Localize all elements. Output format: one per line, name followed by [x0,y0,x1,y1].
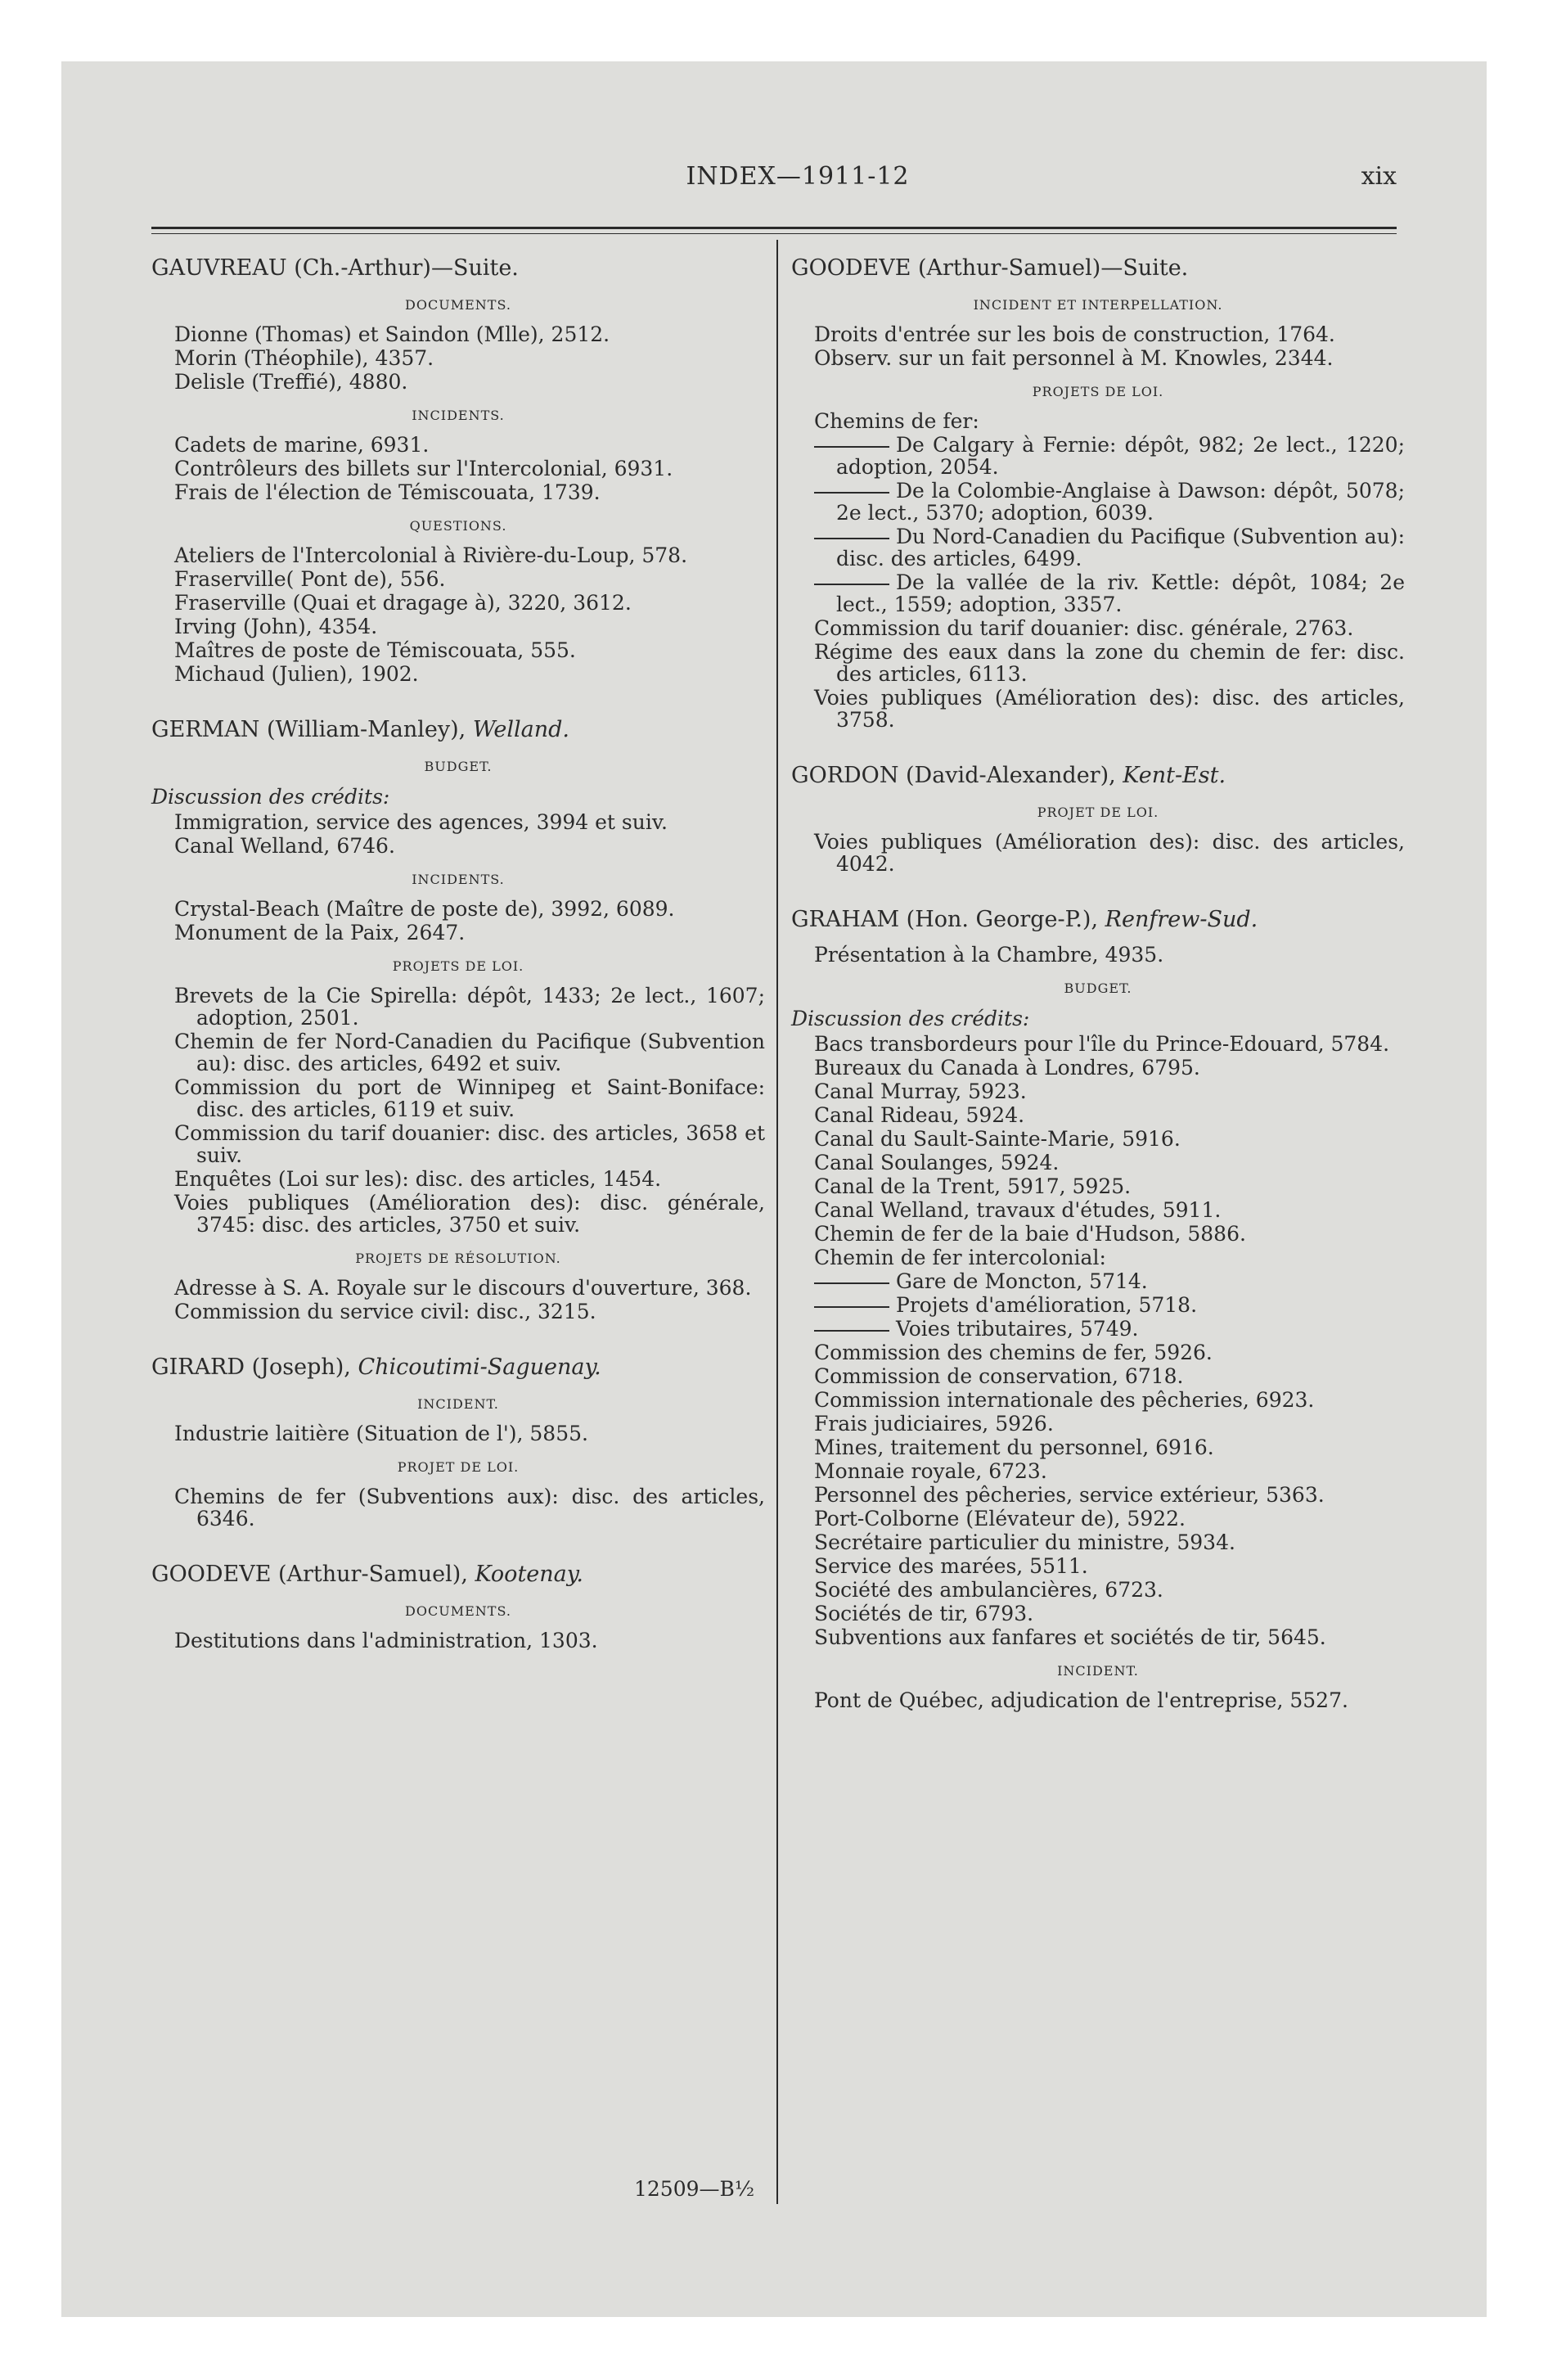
member-name: GAUVREAU (Ch.-Arthur)—Suite. [151,255,519,281]
index-entry: Delisle (Treffié), 4880. [174,370,408,394]
section-heading: QUESTIONS. [409,518,507,534]
index-entry: Commission internationale des pêcheries, 6923. [814,1388,1315,1412]
discussion-label: Discussion des crédits: [791,1007,1030,1030]
index-entry: Brevets de la Cie Spirella: dépôt, 1433; 2e lect., 1607; adoption, 2501. [174,984,765,1030]
index-entry: Chemins de fer (Subventions aux): disc. des articles, 6346. [174,1485,765,1530]
riding-name: Kent-Est. [1123,763,1226,788]
member-name: GIRARD (Joseph), Chicoutimi-Saguenay. [151,1355,601,1380]
index-entry: Observ. sur un fait personnel à M. Knowles, 2344. [814,346,1334,370]
dash-rule [814,538,889,539]
printer-signature: 12509—B½ [634,2177,755,2201]
index-entry: Enquêtes (Loi sur les): disc. des articles, 1454. [174,1167,662,1191]
index-entry: Commission du tarif douanier: disc. des articles, 3658 et suiv. [174,1121,765,1167]
riding-name: Chicoutimi-Saguenay. [358,1355,601,1380]
index-entry: Destitutions dans l'administration, 1303. [174,1629,598,1652]
index-entry: Cadets de marine, 6931. [174,433,430,457]
index-entry: Chemin de fer de la baie d'Hudson, 5886. [814,1222,1246,1246]
index-entry: Immigration, service des agences, 3994 et suiv. [174,810,668,834]
dash-rule [814,1282,889,1284]
index-entry: Bureaux du Canada à Londres, 6795. [814,1056,1200,1080]
member-name: GOODEVE (Arthur-Samuel), Kootenay. [151,1562,584,1587]
member-name: GORDON (David-Alexander), Kent-Est. [791,763,1226,788]
dash-rule [814,492,889,494]
index-entry: Monnaie royale, 6723. [814,1459,1047,1483]
page-number: xix [1361,162,1397,191]
index-entry: Bacs transbordeurs pour l'île du Prince-Edouard, 5784. [814,1032,1390,1056]
section-heading: PROJET DE LOI. [397,1459,520,1475]
index-entry: Frais de l'élection de Témiscouata, 1739. [174,480,601,504]
index-entry: Irving (John), 4354. [174,615,378,638]
section-heading: PROJETS DE LOI. [1032,384,1164,399]
index-entry: Canal Welland, 6746. [174,834,395,858]
header-rule-thin [151,233,1397,234]
index-entry: Ateliers de l'Intercolonial à Rivière-du-Loup, 578. [174,543,688,567]
index-entry: Maîtres de poste de Témiscouata, 555. [174,638,576,662]
index-subentry: Voies tributaires, 5749. [791,1318,1405,1340]
section-heading: PROJETS DE LOI. [392,958,524,974]
dash-rule [814,446,889,448]
index-entry: Monument de la Paix, 2647. [174,921,466,944]
dash-rule [814,1306,889,1308]
section-heading: INCIDENTS. [412,872,505,887]
index-entry: Personnel des pêcheries, service extérieur, 5363. [814,1483,1325,1507]
index-entry: Chemins de fer: [814,409,979,433]
index-entry: Fraserville (Quai et dragage à), 3220, 3612. [174,591,632,615]
index-entry: Chemin de fer intercolonial: [814,1246,1106,1269]
index-entry: Canal du Sault-Sainte-Marie, 5916. [814,1127,1181,1151]
index-entry: Secrétaire particulier du ministre, 5934. [814,1530,1235,1554]
index-entry: Pont de Québec, adjudication de l'entreprise, 5527. [814,1688,1348,1712]
index-subentry: De Calgary à Fernie: dépôt, 982; 2e lect., 1220; adoption, 2054. [791,434,1405,478]
index-entry: Commission du port de Winnipeg et Saint-Boniface: disc. des articles, 6119 et suiv. [174,1075,765,1121]
index-subentry: De la Colombie-Anglaise à Dawson: dépôt, 5078; 2e lect., 5370; adoption, 6039. [791,480,1405,524]
index-entry: Sociétés de tir, 6793. [814,1602,1034,1625]
index-entry: Droits d'entrée sur les bois de construction, 1764. [814,322,1335,346]
index-entry: Voies publiques (Amélioration des): disc. générale, 3745: disc. des articles, 3750 et suiv. [174,1191,765,1237]
section-heading: PROJETS DE RÉSOLUTION. [355,1251,561,1266]
page-title: INDEX—1911-12 [686,162,910,191]
member-name: GRAHAM (Hon. George-P.), Renfrew-Sud. [791,907,1258,932]
index-entry: Présentation à la Chambre, 4935. [814,943,1164,967]
index-entry: Morin (Théophile), 4357. [174,346,434,370]
index-entry: Fraserville( Pont de), 556. [174,567,446,591]
section-heading: DOCUMENTS. [405,1603,511,1619]
section-heading: INCIDENT. [1057,1663,1139,1679]
index-entry: Canal Rideau, 5924. [814,1103,1025,1127]
index-subentry: Du Nord-Canadien du Pacifique (Subvention au): disc. des articles, 6499. [791,525,1405,570]
index-entry: Canal Soulanges, 5924. [814,1151,1060,1174]
discussion-label: Discussion des crédits: [151,785,390,809]
index-entry: Société des ambulancières, 6723. [814,1578,1163,1602]
index-entry: Crystal-Beach (Maître de poste de), 3992, 6089. [174,897,675,921]
section-heading: PROJET DE LOI. [1037,805,1159,820]
member-name: GERMAN (William-Manley), Welland. [151,717,569,742]
riding-name: Welland. [472,717,569,742]
index-entry: Industrie laitière (Situation de l'), 5855. [174,1422,588,1445]
section-heading: BUDGET. [1064,980,1132,996]
index-entry: Service des marées, 5511. [814,1554,1088,1578]
dash-rule [814,1330,889,1332]
index-entry: Canal de la Trent, 5917, 5925. [814,1174,1132,1198]
index-subentry: Projets d'amélioration, 5718. [791,1294,1405,1316]
column-divider [776,240,778,2204]
index-entry: Régime des eaux dans la zone du chemin de fer: disc. des articles, 6113. [814,640,1405,686]
index-entry: Port-Colborne (Elévateur de), 5922. [814,1507,1186,1530]
index-entry: Dionne (Thomas) et Saindon (Mlle), 2512. [174,322,610,346]
index-entry: Commission de conservation, 6718. [814,1364,1184,1388]
index-subentry: Gare de Moncton, 5714. [791,1270,1405,1292]
section-heading: INCIDENTS. [412,408,505,423]
index-entry: Mines, traitement du personnel, 6916. [814,1436,1214,1459]
header-rule [151,227,1397,229]
index-subentry: De la vallée de la riv. Kettle: dépôt, 1084; 2e lect., 1559; adoption, 3357. [791,571,1405,615]
index-entry: Contrôleurs des billets sur l'Intercolonial, 6931. [174,457,673,480]
index-entry: Commission du service civil: disc., 3215. [174,1300,596,1323]
index-entry: Subventions aux fanfares et sociétés de tir, 5645. [814,1625,1326,1649]
section-heading: DOCUMENTS. [405,297,511,313]
section-heading: INCIDENT. [417,1396,499,1412]
member-name: GOODEVE (Arthur-Samuel)—Suite. [791,255,1189,281]
index-entry: Commission du tarif douanier: disc. générale, 2763. [814,616,1354,640]
scanned-page [61,61,1487,2317]
index-entry: Michaud (Julien), 1902. [174,662,419,686]
left-column [151,255,765,1653]
index-entry: Canal Welland, travaux d'études, 5911. [814,1198,1222,1222]
section-heading: INCIDENT ET INTERPELLATION. [973,297,1223,313]
riding-name: Renfrew-Sud. [1105,907,1258,932]
riding-name: Kootenay. [475,1562,584,1587]
index-entry: Commission des chemins de fer, 5926. [814,1341,1213,1364]
index-entry: Canal Murray, 5923. [814,1080,1027,1103]
index-entry: Chemin de fer Nord-Canadien du Pacifique (Subvention au): disc. des articles, 6492 et suiv. [174,1030,765,1075]
index-entry: Frais judiciaires, 5926. [814,1412,1054,1436]
index-entry: Voies publiques (Amélioration des): disc. des articles, 4042. [814,830,1405,876]
index-entry: Voies publiques (Amélioration des): disc. des articles, 3758. [814,686,1405,732]
right-column [791,255,1405,1713]
index-entry: Adresse à S. A. Royale sur le discours d'ouverture, 368. [174,1276,752,1300]
section-heading: BUDGET. [424,759,493,774]
dash-rule [814,584,889,585]
